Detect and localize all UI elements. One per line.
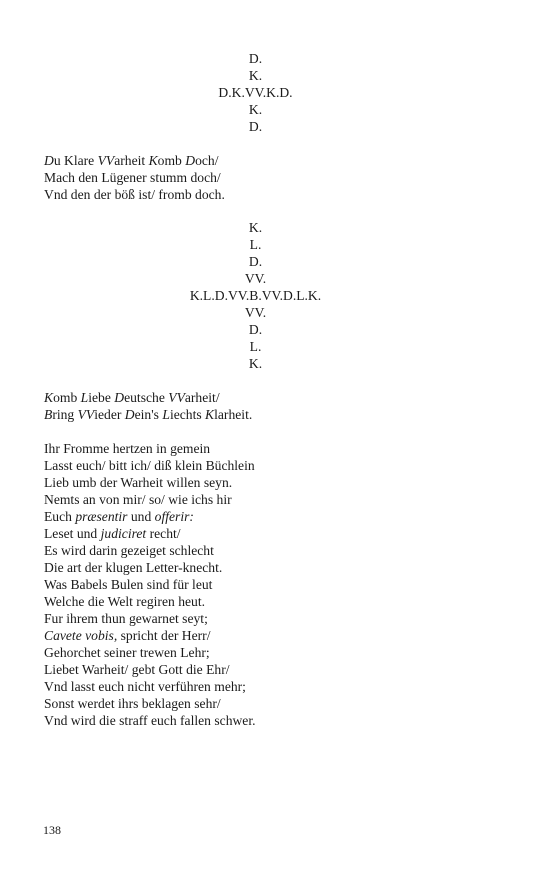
text-run: und bbox=[127, 509, 155, 524]
verse-line bbox=[44, 593, 205, 610]
text-run: Gehorchet seiner trewen Lehr; bbox=[44, 645, 210, 660]
verse-line bbox=[44, 712, 256, 729]
text-run: larheit. bbox=[214, 407, 253, 422]
acrostic-line: D. bbox=[248, 119, 263, 134]
text-run: ring bbox=[52, 407, 78, 422]
text-run: Welche die Welt regiren heut. bbox=[44, 594, 205, 609]
text-run: Es wird darin gezeiget schlecht bbox=[44, 543, 214, 558]
text-run: Die art der klugen Letter-knecht. bbox=[44, 560, 223, 575]
italic-text: VV bbox=[168, 390, 185, 405]
acrostic-line: D.K.VV.K.D. bbox=[218, 85, 293, 100]
text-run: Nemts an von mir/ so/ wie ichs hir bbox=[44, 492, 232, 507]
verse-line bbox=[44, 474, 232, 491]
text-run: arheit/ bbox=[184, 390, 220, 405]
text-run: arheit bbox=[114, 153, 149, 168]
italic-text: K bbox=[148, 153, 158, 168]
verse-line bbox=[44, 389, 220, 406]
text-run: Lasst euch/ bitt ich/ diß klein Büchlein bbox=[44, 458, 255, 473]
text-run: Liebet Warheit/ gebt Gott die Ehr/ bbox=[44, 662, 230, 677]
verse-line bbox=[44, 610, 208, 627]
italic-text: D bbox=[185, 153, 196, 168]
verse-line bbox=[44, 457, 255, 474]
text-run: omb bbox=[53, 390, 81, 405]
acrostic-line: VV. bbox=[244, 271, 267, 286]
acrostic-line: VV. bbox=[244, 305, 267, 320]
text-run: Euch bbox=[44, 509, 76, 524]
italic-text: L bbox=[162, 407, 170, 422]
acrostic-line: D. bbox=[248, 51, 263, 66]
verse-line: Mach den Lügener stumm doch/ bbox=[44, 170, 221, 185]
text-run: Vnd wird die straff euch fallen schwer. bbox=[44, 713, 256, 728]
text-run: Leset und bbox=[44, 526, 101, 541]
text-run: ieder bbox=[94, 407, 125, 422]
verse-line bbox=[44, 661, 230, 678]
page-number: 138 bbox=[43, 823, 61, 837]
text-run: iechts bbox=[169, 407, 206, 422]
text-run: eutsche bbox=[124, 390, 169, 405]
verse-line bbox=[44, 491, 232, 508]
italic-text: K bbox=[205, 407, 215, 422]
verse-line bbox=[44, 576, 212, 593]
text-run: iebe bbox=[88, 390, 115, 405]
acrostic-line: L. bbox=[249, 339, 262, 354]
verse-line bbox=[44, 678, 246, 695]
italic-text: K bbox=[44, 390, 54, 405]
acrostic-line: K.L.D.VV.B.VV.D.L.K. bbox=[189, 288, 322, 303]
text-run: och/ bbox=[195, 153, 219, 168]
verse-line bbox=[44, 525, 181, 542]
text-run: Ihr Fromme hertzen in gemein bbox=[44, 441, 211, 456]
verse-line: Vnd den der böß ist/ fromb doch. bbox=[44, 187, 225, 202]
acrostic-line: K. bbox=[248, 102, 263, 117]
text-run: spricht der Herr/ bbox=[117, 628, 211, 643]
text-run: omb bbox=[157, 153, 186, 168]
italic-text: D bbox=[44, 153, 54, 168]
italic-text: D bbox=[124, 407, 135, 422]
acrostic-line: K. bbox=[248, 68, 263, 83]
verse-line bbox=[44, 152, 218, 169]
italic-text: L bbox=[80, 390, 89, 405]
italic-text: Cavete vobis, bbox=[44, 628, 118, 643]
verse-line bbox=[44, 644, 210, 661]
acrostic-line: K. bbox=[248, 356, 263, 371]
text-run: u Klare bbox=[53, 153, 98, 168]
italic-text: VV bbox=[77, 407, 95, 422]
italic-text: offerir: bbox=[154, 509, 194, 524]
acrostic-line: K. bbox=[248, 220, 263, 235]
verse-line bbox=[44, 440, 210, 457]
italic-text: VV bbox=[97, 153, 115, 168]
text-run: Lieb umb der Warheit willen seyn. bbox=[44, 475, 233, 490]
italic-text: judiciret bbox=[100, 526, 147, 541]
acrostic-line: L. bbox=[249, 237, 262, 252]
italic-text: præsentir bbox=[75, 509, 128, 524]
verse-line bbox=[44, 559, 222, 576]
verse-line bbox=[44, 542, 214, 559]
verse-line bbox=[44, 695, 221, 712]
acrostic-line: D. bbox=[248, 322, 263, 337]
verse-line bbox=[44, 406, 252, 423]
text-run: Sonst werdet ihrs beklagen sehr/ bbox=[44, 696, 221, 711]
text-run: Fur ihrem thun gewarnet seyt; bbox=[44, 611, 208, 626]
verse-line bbox=[44, 508, 194, 525]
text-run: Vnd lasst euch nicht verführen mehr; bbox=[44, 679, 246, 694]
italic-text: B bbox=[44, 407, 53, 422]
verse-line bbox=[44, 627, 210, 644]
text-run: Was Babels Bulen sind für leut bbox=[44, 577, 213, 592]
text-run: recht/ bbox=[146, 526, 181, 541]
italic-text: D bbox=[114, 390, 125, 405]
acrostic-line: D. bbox=[248, 254, 263, 269]
text-run: ein's bbox=[134, 407, 163, 422]
